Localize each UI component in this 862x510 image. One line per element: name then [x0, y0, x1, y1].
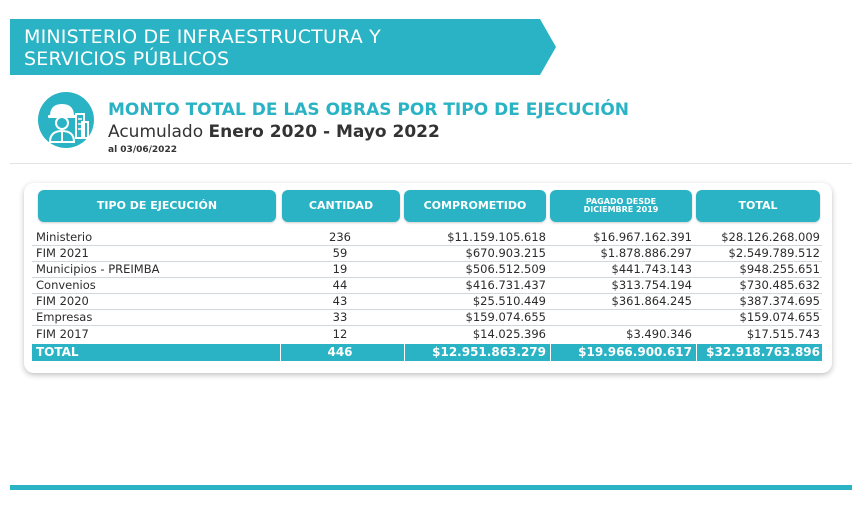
- table-row: [32, 245, 822, 261]
- report-date: al 03/06/2022: [108, 145, 177, 155]
- footer-bar: [10, 485, 852, 490]
- cell-pagado: $16.967.162.391: [593, 230, 692, 244]
- cell-cantidad: 236: [329, 230, 351, 244]
- cell-cantidad: 19: [332, 262, 348, 276]
- cell-pagado: $313.754.194: [611, 278, 692, 292]
- cell-cantidad: 33: [332, 310, 348, 324]
- cell-tipo: Ministerio: [36, 230, 93, 244]
- table-row: [32, 229, 822, 245]
- cell-comprometido: $416.731.437: [465, 278, 546, 292]
- divider: [10, 163, 852, 164]
- total-cantidad: 446: [327, 345, 353, 359]
- column-header-comprometido: COMPROMETIDO: [404, 190, 546, 222]
- total-pagado: $19.966.900.617: [578, 345, 692, 359]
- worker-buildings-icon: [38, 92, 94, 148]
- cell-comprometido: $159.074.655: [465, 310, 546, 324]
- cell-comprometido: $25.510.449: [472, 294, 546, 308]
- cell-tipo: Convenios: [36, 278, 96, 292]
- table-row: [32, 309, 822, 325]
- cell-tipo: FIM 2020: [36, 294, 89, 308]
- ministry-name-line1: MINISTERIO DE INFRAESTRUCTURA Y: [24, 26, 381, 48]
- subtitle-prefix: Acumulado: [108, 122, 204, 142]
- report-title: MONTO TOTAL DE LAS OBRAS POR TIPO DE EJECUCIÓN: [108, 100, 630, 120]
- cell-total: $948.255.651: [739, 262, 820, 276]
- cell-total: $28.126.268.009: [721, 230, 820, 244]
- cell-tipo: FIM 2021: [36, 246, 89, 260]
- cell-pagado: $3.490.346: [626, 327, 692, 341]
- total-label: TOTAL: [36, 345, 79, 359]
- cell-comprometido: $14.025.396: [472, 327, 546, 341]
- cell-tipo: Empresas: [36, 310, 93, 324]
- table-row: [32, 326, 822, 342]
- cell-cantidad: 44: [332, 278, 348, 292]
- column-header-pagado: [550, 190, 692, 222]
- cell-pagado: $1.878.886.297: [600, 246, 692, 260]
- ministry-banner: [10, 19, 540, 75]
- cell-total: $159.074.655: [739, 310, 820, 324]
- column-header-pagado-line2: DICIEMBRE 2019: [583, 205, 659, 214]
- cell-total: $17.515.743: [746, 327, 820, 341]
- total-comprometido: $12.951.863.279: [432, 345, 546, 359]
- table-row: [32, 261, 822, 277]
- cell-cantidad: 59: [332, 246, 348, 260]
- report-subtitle: [108, 122, 440, 142]
- column-header-cantidad: CANTIDAD: [282, 190, 400, 222]
- column-header-total: TOTAL: [696, 190, 820, 222]
- cell-tipo: Municipios - PREIMBA: [36, 262, 160, 276]
- cell-total: $387.374.695: [739, 294, 820, 308]
- cell-total: $2.549.789.512: [728, 246, 820, 260]
- cell-total: $730.485.632: [739, 278, 820, 292]
- cell-comprometido: $670.903.215: [465, 246, 546, 260]
- banner-arrow: [540, 19, 556, 75]
- cell-pagado: $361.864.245: [611, 294, 692, 308]
- cell-comprometido: $11.159.105.618: [447, 230, 546, 244]
- cell-pagado: $441.743.143: [611, 262, 692, 276]
- ministry-name-line2: SERVICIOS PÚBLICOS: [24, 48, 230, 70]
- column-header-pagado-line1: PAGADO DESDE: [585, 196, 657, 206]
- column-header-tipo: TIPO DE EJECUCIÓN: [38, 190, 276, 222]
- table-row: [32, 293, 822, 309]
- subtitle-period: Enero 2020 - Mayo 2022: [208, 122, 440, 142]
- cell-cantidad: 12: [332, 327, 348, 341]
- cell-comprometido: $506.512.509: [465, 262, 546, 276]
- total-total: $32.918.763.896: [706, 345, 820, 359]
- cell-cantidad: 43: [332, 294, 348, 308]
- cell-tipo: FIM 2017: [36, 327, 89, 341]
- table-total-row: [32, 344, 822, 361]
- table-row: [32, 277, 822, 293]
